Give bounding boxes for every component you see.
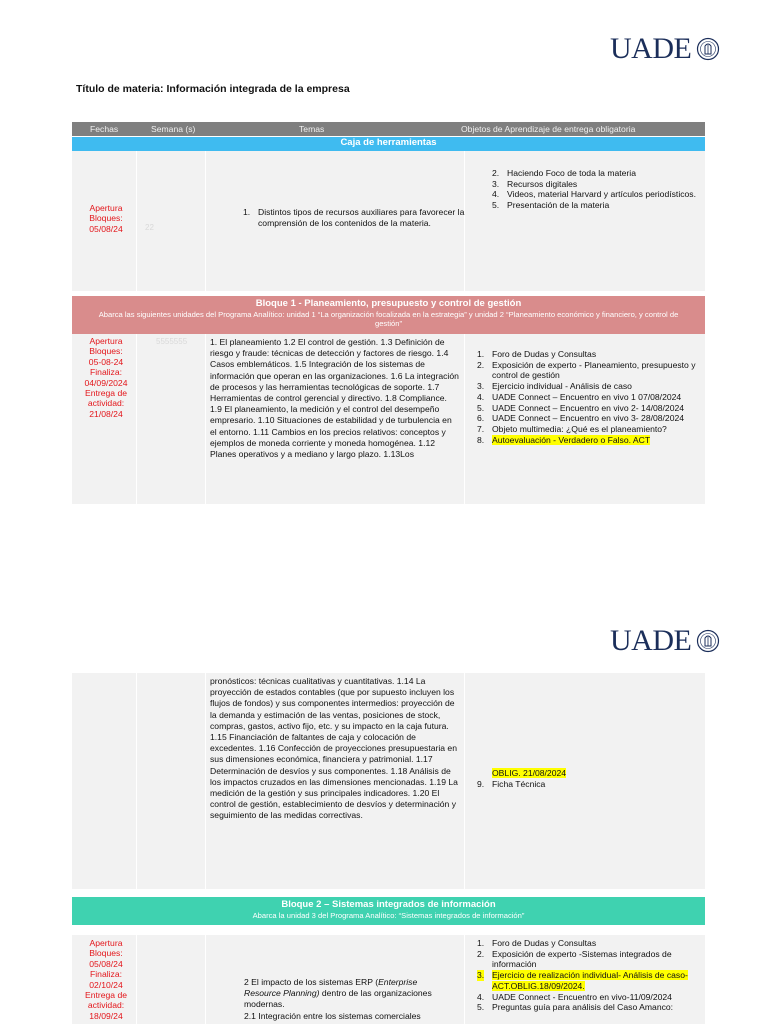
table-header [72,122,705,136]
title-label: Título de materia: [76,83,164,95]
list-item: 2. Exposición de experto - Planeamiento, presupuesto y control de gestión [477,359,696,381]
list-item: 9. Ficha Técnica [477,778,546,789]
bloque1-band-title: Bloque 1 - Planeamiento, presupuesto y control de gestión [255,298,522,309]
caja-fechas: Apertura Bloques: 05/08/24 [89,203,123,234]
uade-logo [610,34,720,64]
caja-semana: 22 [145,223,154,232]
list-item [477,768,705,779]
list-item: 8. Autoevaluación - Verdadero o Falso. ACT [477,434,651,445]
bloque1-fechas: Apertura Bloques: 05-08-24 Finaliza: 04/09/2024 Entrega de actividad: 21/08/24 [84,336,128,419]
bloque2-band-title: Bloque 2 – Sistemas integrados de información [281,899,496,910]
highlight: Autoevaluación - Verdadero o Falso. ACT [492,434,651,445]
bloque1-band [72,296,705,334]
bloque2-band [72,897,705,925]
list-item: 6. UADE Connect – Encuentro en vivo 3- 28/08/2024 [477,413,685,424]
list-item: 4. Videos, material Harvard y artículos periodísticos. [492,189,696,200]
logo-text: UADE [610,32,692,65]
list-item: 7. Objeto multimedia: ¿Qué es el planeamiento? [477,423,667,434]
title-value: Información integrada de la empresa [166,83,350,95]
university-seal-icon [696,629,720,653]
bloque1-row-continued [72,673,705,889]
list-item: 2. Exposición de experto -Sistemas integrados de información [477,948,672,970]
bloque2-fechas: Apertura Bloques: 05/08/24 Finaliza: 02/10/24 Entrega de actividad: 18/09/24 [84,938,128,1021]
bloque2-objetos-list [477,938,705,1013]
header-temas: Temas [299,124,325,134]
bloque1-band-subtitle: Abarca las siguientes unidades del Programa Analítico: unidad 1 “La organización focalizada en la estrategia” y unidad 2 “Planeamiento económico y financiero, y control de gestión” [98,310,679,328]
highlight: OBLIG. 21/08/2024 [492,768,567,778]
bloque1-objetos-list [477,349,705,445]
list-item: 3. Recursos digitales [492,178,578,189]
bloque1-temas-part1: 1. El planeamiento 1.2 El control de gestión. 1.3 Definición de riesgo y fraude: técnicas de detección y factores de riesgo. 1.4 Casos emblemáticos. 1.5 Integración de los sistemas de información que operan en las organizaciones. 1.6 La integración de procesos y las herramientas tecnológicas de soporte. 1.7 Herramientas de control gerencial y directivo. 1.8 Compliance. 1.9 El planeamiento, la medición y el control del desempeño empresario. 1.10 Situaciones de estabilidad y de turbulencia en el entorno. 1.11 Cambios en los precios relativos: conceptos y ejemplos de moneda corriente y moneda homogénea. 1.12 Planes operativos y a mediano y largo plazo. 1.13Los [210,337,459,460]
bloque1-temas-part2: pronósticos: técnicas cualitativas y cuantitativas. 1.14 La proyección de estados contables (que por supuesto incluyen los flujos de fondos) y sus componentes intermedios: proyección de la demanda y estimación de las ventas, posiciones de stock, compras, gastos, activo fijo, etc. y su impacto en la caja futura. 1.15 Financiación de faltantes de caja y colocación de excedentes. 1.16 Confección de proyecciones presupuestaria en sus dimensiones económica, financiera y patrimonial. 1.17 Determinación de desvíos y sus componentes. 1.18 Análisis de los impactos cruzados en las dimensiones mencionadas. 1.19 La medición de la gestión y sus principales indicadores. 1.20 El control de gestión, establecimiento de desvíos y determinación y seguimiento de las medidas correctivas. [210,676,458,821]
document-title [76,83,350,95]
list-item: 5. UADE Connect – Encuentro en vivo 2- 14/08/2024 [477,402,685,413]
emphasis: Enterprise Resource Planning) [244,977,418,999]
list-item: 1. Foro de Dudas y Consultas [477,938,597,948]
caja-row [72,151,705,291]
university-seal-icon [696,37,720,61]
bloque1-row [72,334,705,504]
list-item: 1. Foro de Dudas y Consultas [477,349,597,359]
header-objetos: Objetos de Aprendizaje de entrega obligatoria [461,124,636,134]
header-semana: Semana (s) [151,124,196,134]
list-item: 5. Presentación de la materia [492,200,610,211]
bloque1-semana: 5555555 [156,337,188,346]
list-item: 4. UADE Connect - Encuentro en vivo-11/09/2024 [477,991,672,1002]
bloque2-band-subtitle: Abarca la unidad 3 del Programa Analítico: “Sistemas integrados de información” [252,911,525,920]
highlight: Ejercicio de realización individual- Análisis de caso-ACT.OBLIG.18/09/2024. [492,970,688,991]
list-item: 4. UADE Connect – Encuentro en vivo 1 07/08/2024 [477,391,682,402]
logo-text: UADE [610,624,692,657]
list-item: 3. Ejercicio individual - Análisis de caso [477,381,632,392]
list-item: 3. Ejercicio de realización individual- Análisis de caso-ACT.OBLIG.18/09/2024. [477,970,688,991]
bloque2-temas: 2 El impacto de los sistemas ERP (Enterprise Resource Planning) dentro de las organizaciones modernas. 2.1 Integración entre los sistemas comerciales [244,977,432,1021]
list-item: 5. Preguntas guía para análisis del Caso Amanco: [477,1002,674,1013]
caja-temas-list [243,207,465,228]
list-item: 2. Haciendo Foco de toda la materia [492,168,636,178]
header-fechas: Fechas [90,124,119,134]
uade-logo-page2 [610,626,720,656]
bloque2-row [72,935,705,1024]
list-item: 1. Distintos tipos de recursos auxiliares para favorecer la comprensión de los contenidos de la materia. [243,207,465,228]
caja-band-title: Caja de herramientas [340,137,437,148]
caja-band [72,137,705,151]
caja-objetos-list [492,168,707,211]
bloque1-objetos-list-continued [477,768,705,789]
